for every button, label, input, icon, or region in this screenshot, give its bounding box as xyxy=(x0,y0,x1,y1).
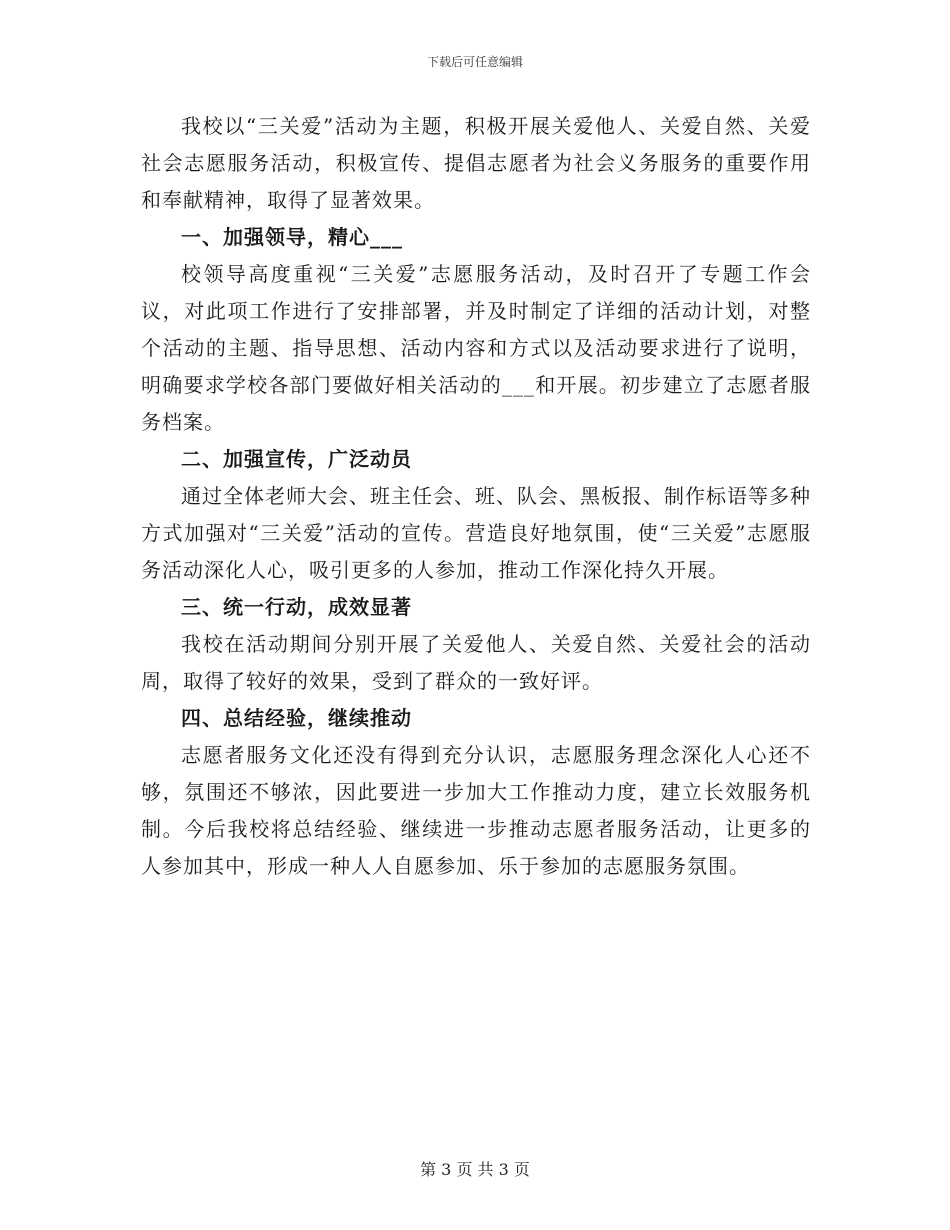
section-4-heading: 四、总结经验，继续推动 xyxy=(181,706,412,730)
section-3-paragraph: 我校在活动期间分别开展了关爱他人、关爱自然、关爱社会的活动周，取得了较好的效果，受到了群众的一致好评。 xyxy=(141,632,811,693)
document-body xyxy=(141,108,811,885)
section-3-heading: 三、统一行动，成效显著 xyxy=(181,595,412,619)
page-number: 第 3 页 共 3 页 xyxy=(420,1160,530,1179)
page-header-note: 下载后可任意编辑 xyxy=(426,55,523,69)
section-1-heading: 一、加强领导，精心___ xyxy=(181,225,403,249)
section-2-heading: 二、加强宣传，广泛动员 xyxy=(181,447,412,471)
section-4-paragraph: 志愿者服务文化还没有得到充分认识，志愿服务理念深化人心还不够，氛围还不够浓，因此要进一步加大工作推动力度，建立长效服务机制。今后我校将总结经验、继续进一步推动志愿者服务活动，让更多的人参加其中，形成一种人人自愿参加、乐于参加的志愿服务氛围。 xyxy=(141,743,811,878)
section-1-paragraph: 校领导高度重视“三关爱”志愿服务活动，及时召开了专题工作会议，对此项工作进行了安排部署，并及时制定了详细的活动计划，对整个活动的主题、指导思想、活动内容和方式以及活动要求进行了说明，明确要求学校各部门要做好相关活动的___和开展。初步建立了志愿者服务档案。 xyxy=(141,262,811,434)
intro-paragraph: 我校以“三关爱”活动为主题，积极开展关爱他人、关爱自然、关爱社会志愿服务活动，积极宣传、提倡志愿者为社会义务服务的重要作用和奉献精神，取得了显著效果。 xyxy=(141,114,811,212)
section-2-paragraph: 通过全体老师大会、班主任会、班、队会、黑板报、制作标语等多种方式加强对“三关爱”活动的宣传。营造良好地氛围，使“三关爱”志愿服务活动深化人心，吸引更多的人参加，推动工作深化持久开展。 xyxy=(141,484,811,582)
